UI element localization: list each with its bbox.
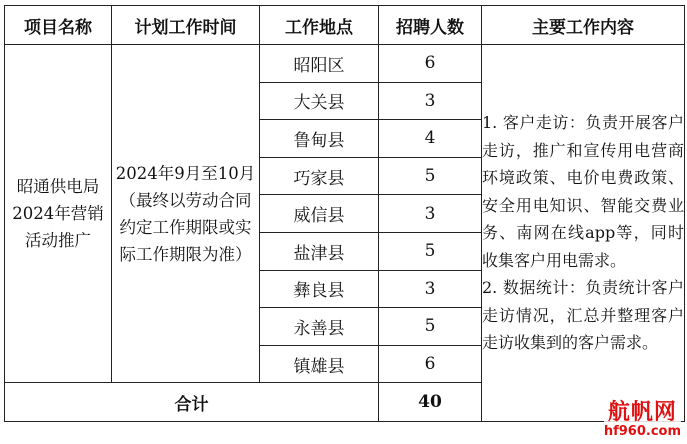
location-cell: 巧家县 [260,157,379,195]
table-row [5,45,685,83]
count-cell: 6 [379,45,482,83]
recruitment-table [4,5,685,425]
project-name-cell: 昭通供电局2024年营销活动推广 [5,45,112,383]
duty-item-statistics: 2. 数据统计：负责统计客户走访情况，汇总并整理客户走访收集到的客户需求。 [482,278,684,353]
count-cell: 3 [379,195,482,233]
location-cell: 彝良县 [260,270,379,308]
duty-item-visit: 1. 客户走访：负责开展客户走访，推广和宣传用电营商环境政策、电价电费政策、安全用电知识、智能交费业务、南网在线app等，同时收集客户用电需求。 [482,113,684,270]
count-cell: 5 [379,157,482,195]
location-cell: 盐津县 [260,232,379,270]
count-cell: 4 [379,120,482,158]
count-cell: 3 [379,270,482,308]
total-label: 合计 [5,383,379,422]
count-cell: 5 [379,308,482,346]
header-location: 工作地点 [260,6,379,45]
header-row [5,6,685,45]
watermark-url: hf960.com [603,424,681,439]
count-cell: 5 [379,232,482,270]
location-cell: 永善县 [260,308,379,346]
header-duties: 主要工作内容 [482,6,685,45]
header-project: 项目名称 [5,6,112,45]
location-cell: 大关县 [260,82,379,120]
header-period: 计划工作时间 [112,6,260,45]
location-cell: 昭阳区 [260,45,379,83]
count-cell: 6 [379,345,482,383]
watermark-logo [604,402,681,438]
location-cell: 镇雄县 [260,345,379,383]
location-cell: 威信县 [260,195,379,233]
work-period-cell: 2024年9月至10月（最终以劳动合同约定工作期限或实际工作期限为准） [112,45,260,383]
total-value: 40 [379,383,482,422]
header-count: 招聘人数 [379,6,482,45]
duties-cell [482,45,685,425]
location-cell: 鲁甸县 [260,120,379,158]
count-cell: 3 [379,82,482,120]
watermark-name: 航帆网 [607,400,677,425]
